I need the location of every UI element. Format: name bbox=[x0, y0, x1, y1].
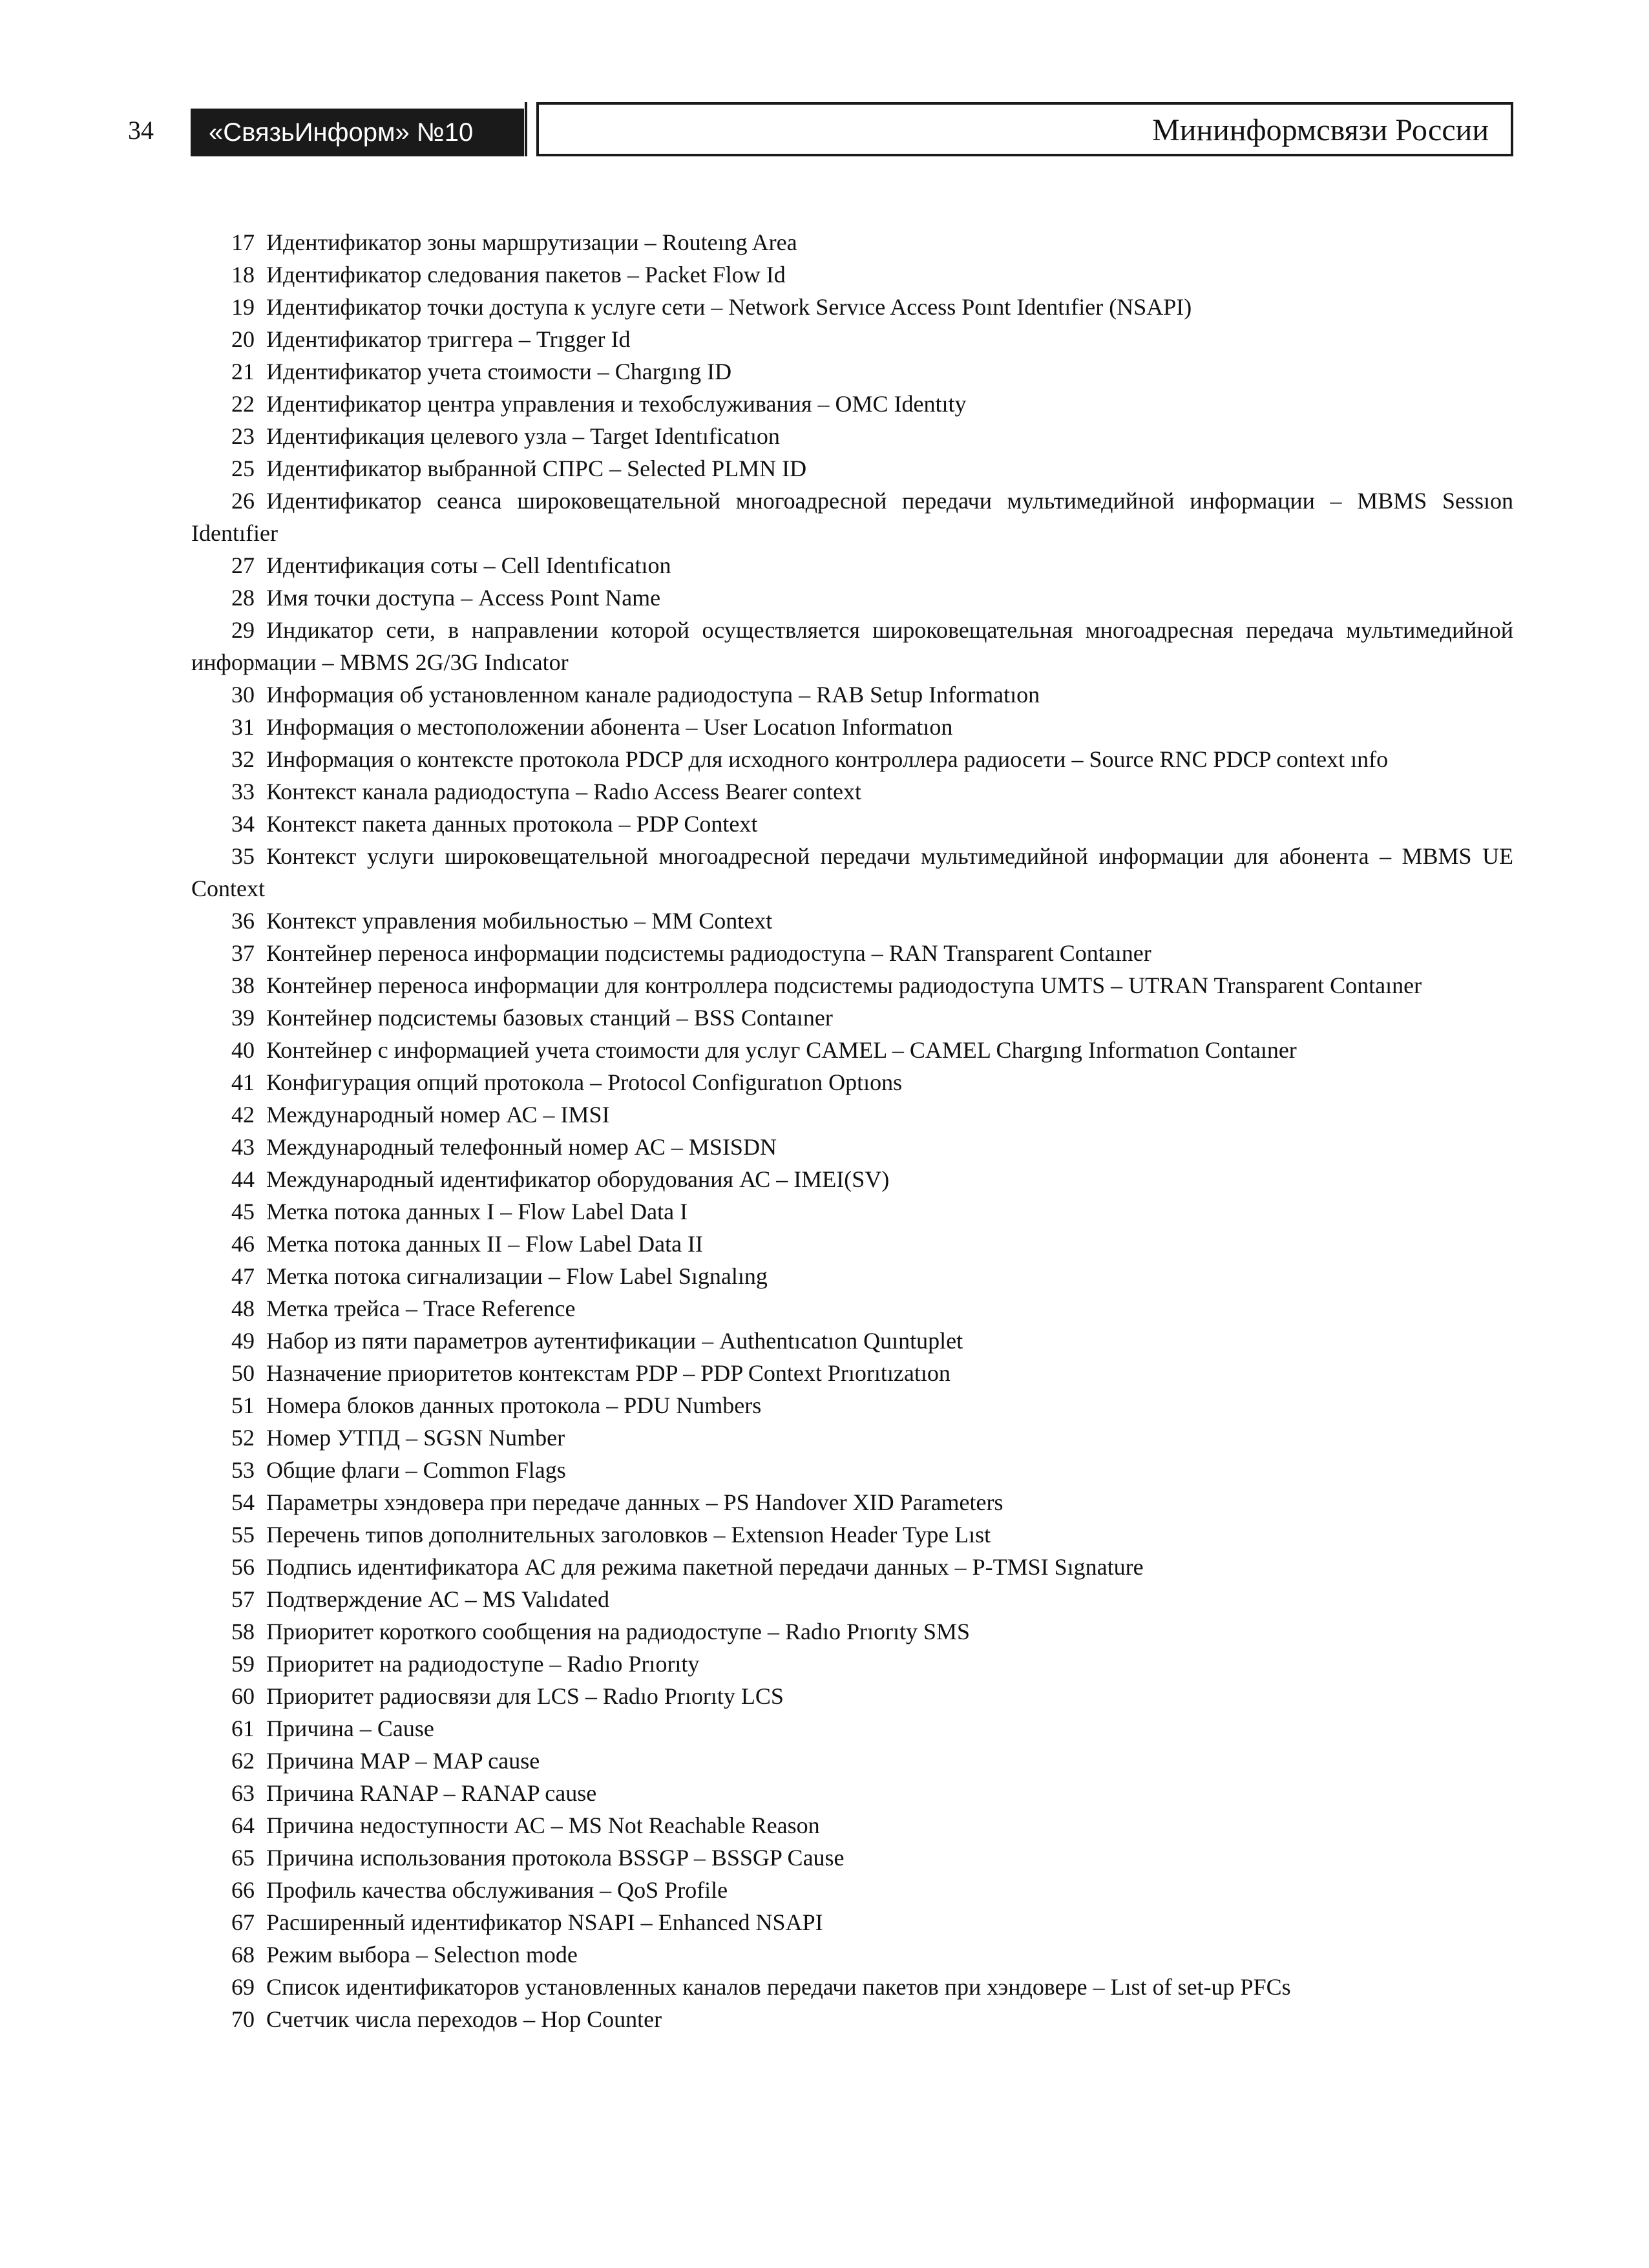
item-number: 36 bbox=[231, 908, 255, 934]
item-text: Причина MAP – MAP cause bbox=[266, 1748, 540, 1774]
list-item bbox=[191, 937, 1513, 969]
item-number: 20 bbox=[231, 326, 255, 352]
item-number: 35 bbox=[231, 843, 255, 869]
item-text: Идентификатор сеанса широковещательной многоадресной передачи мультимедийной информации – MBMS Sessıon Identıfier bbox=[191, 488, 1513, 546]
list-item bbox=[191, 1357, 1513, 1389]
item-number: 23 bbox=[231, 423, 255, 449]
item-text: Счетчик числа переходов – Hop Counter bbox=[266, 2006, 662, 2032]
list-item bbox=[191, 1325, 1513, 1357]
list-item bbox=[191, 2003, 1513, 2035]
list-item bbox=[191, 1098, 1513, 1131]
item-number: 40 bbox=[231, 1037, 255, 1063]
item-number: 39 bbox=[231, 1005, 255, 1031]
list-item bbox=[191, 743, 1513, 775]
list-item bbox=[191, 1680, 1513, 1712]
item-text: Информация о контексте протокола PDCP для исходного контроллера радиосети – Source RNC PDCP context ınfo bbox=[266, 746, 1389, 772]
ministry-name: Мининформсвязи России bbox=[1152, 113, 1489, 147]
item-number: 67 bbox=[231, 1909, 255, 1935]
item-text: Метка потока данных I – Flow Label Data I bbox=[266, 1199, 688, 1224]
item-text: Идентификатор учета стоимости – Chargıng ID bbox=[266, 359, 732, 384]
item-number: 44 bbox=[231, 1166, 255, 1192]
list-item bbox=[191, 1712, 1513, 1745]
item-text: Приоритет короткого сообщения на радиодоступе – Radıo Prıorıty SMS bbox=[266, 1619, 971, 1644]
list-item bbox=[191, 1518, 1513, 1551]
item-number: 31 bbox=[231, 714, 255, 740]
list-item bbox=[191, 1777, 1513, 1809]
item-text: Конфигурация опций протокола – Protocol Configuratıon Optıons bbox=[266, 1069, 903, 1095]
item-text: Контейнер с информацией учета стоимости для услуг CAMEL – CAMEL Chargıng Informatıon Contaıner bbox=[266, 1037, 1297, 1063]
list-item bbox=[191, 905, 1513, 937]
item-text: Причина – Cause bbox=[266, 1716, 434, 1741]
item-text: Контекст услуги широковещательной многоадресной передачи мультимедийной информации для абонента – MBMS UE Context bbox=[191, 843, 1513, 901]
item-text: Контейнер подсистемы базовых станций – BSS Contaıner bbox=[266, 1005, 833, 1031]
item-number: 64 bbox=[231, 1812, 255, 1838]
item-text: Назначение приоритетов контекстам PDP – PDP Context Prıorıtızatıon bbox=[266, 1360, 951, 1386]
list-item bbox=[191, 1066, 1513, 1098]
item-text: Расширенный идентификатор NSAPI – Enhanced NSAPI bbox=[266, 1909, 823, 1935]
list-item bbox=[191, 291, 1513, 323]
item-text: Подтверждение АС – MS Valıdated bbox=[266, 1586, 609, 1612]
item-number: 66 bbox=[231, 1877, 255, 1903]
list-item bbox=[191, 1486, 1513, 1518]
list-item bbox=[191, 1454, 1513, 1486]
item-text: Контекст пакета данных протокола – PDP Context bbox=[266, 811, 758, 837]
item-text: Общие флаги – Common Flags bbox=[266, 1457, 566, 1483]
item-number: 21 bbox=[231, 359, 255, 384]
item-number: 29 bbox=[231, 617, 255, 643]
item-text: Контекст управления мобильностью – MM Context bbox=[266, 908, 773, 934]
item-text: Контейнер переноса информации для контроллера подсистемы радиодоступа UMTS – UTRAN Transparent Contaıner bbox=[266, 972, 1422, 998]
list-item bbox=[191, 1422, 1513, 1454]
item-number: 37 bbox=[231, 940, 255, 966]
item-number: 61 bbox=[231, 1716, 255, 1741]
item-text: Информация о местоположении абонента – User Locatıon Informatıon bbox=[266, 714, 953, 740]
list-item bbox=[191, 1551, 1513, 1583]
item-number: 70 bbox=[231, 2006, 255, 2032]
item-text: Идентификатор следования пакетов – Packet Flow Id bbox=[266, 262, 786, 288]
item-text: Причина недоступности АС – MS Not Reachable Reason bbox=[266, 1812, 820, 1838]
item-text: Метка потока данных II – Flow Label Data II bbox=[266, 1231, 704, 1257]
item-text: Информация об установленном канале радиодоступа – RAB Setup Informatıon bbox=[266, 682, 1040, 708]
item-number: 47 bbox=[231, 1263, 255, 1289]
list-item bbox=[191, 1648, 1513, 1680]
item-text: Метка потока сигнализации – Flow Label Sıgnalıng bbox=[266, 1263, 768, 1289]
item-number: 58 bbox=[231, 1619, 255, 1644]
list-item bbox=[191, 582, 1513, 614]
item-number: 28 bbox=[231, 585, 255, 611]
page-number: 34 bbox=[128, 116, 154, 145]
list-item bbox=[191, 678, 1513, 711]
list-item bbox=[191, 323, 1513, 355]
item-text: Индикатор сети, в направлении которой осуществляется широковещательная многоадресная передача мультимедийной информации – MBMS 2G/3G Indıcator bbox=[191, 617, 1513, 675]
item-text: Режим выбора – Selectıon mode bbox=[266, 1942, 578, 1968]
item-number: 43 bbox=[231, 1134, 255, 1160]
list-item bbox=[191, 808, 1513, 840]
item-text: Идентификация целевого узла – Target Identıficatıon bbox=[266, 423, 780, 449]
list-item bbox=[191, 1745, 1513, 1777]
item-number: 19 bbox=[231, 294, 255, 320]
item-text: Международный идентификатор оборудования АС – IMEI(SV) bbox=[266, 1166, 890, 1192]
item-number: 46 bbox=[231, 1231, 255, 1257]
list-item bbox=[191, 1292, 1513, 1325]
item-number: 41 bbox=[231, 1069, 255, 1095]
item-number: 34 bbox=[231, 811, 255, 837]
item-text: Метка трейса – Trace Reference bbox=[266, 1296, 576, 1321]
item-number: 62 bbox=[231, 1748, 255, 1774]
item-number: 26 bbox=[231, 488, 255, 514]
item-number: 42 bbox=[231, 1102, 255, 1128]
item-number: 59 bbox=[231, 1651, 255, 1677]
list-item bbox=[191, 355, 1513, 388]
item-number: 54 bbox=[231, 1489, 255, 1515]
item-text: Приоритет на радиодоступе – Radıo Prıorıty bbox=[266, 1651, 700, 1677]
abbreviation-list bbox=[191, 226, 1513, 2035]
item-text: Международный телефонный номер АС – MSISDN bbox=[266, 1134, 777, 1160]
item-number: 27 bbox=[231, 552, 255, 578]
item-number: 38 bbox=[231, 972, 255, 998]
item-text: Идентификатор выбранной СПРС – Selected PLMN ID bbox=[266, 456, 807, 481]
item-text: Набор из пяти параметров аутентификации – Authentıcatıon Quıntuplet bbox=[266, 1328, 963, 1354]
item-text: Международный номер АС – IMSI bbox=[266, 1102, 610, 1128]
journal-title: «СвязьИнформ» №10 bbox=[191, 109, 524, 156]
item-text: Идентификатор зоны маршрутизации – Routeıng Area bbox=[266, 229, 797, 255]
list-item bbox=[191, 1389, 1513, 1422]
list-item bbox=[191, 1842, 1513, 1874]
item-text: Контекст канала радиодоступа – Radıo Access Bearer context bbox=[266, 779, 861, 804]
list-item bbox=[191, 1228, 1513, 1260]
list-item bbox=[191, 420, 1513, 452]
list-item bbox=[191, 1002, 1513, 1034]
list-item bbox=[191, 1260, 1513, 1292]
item-text: Контейнер переноса информации подсистемы радиодоступа – RAN Transparent Contaıner bbox=[266, 940, 1151, 966]
item-text: Идентификатор точки доступа к услуге сети – Network Servıce Access Poınt Identıfier (NSAPI) bbox=[266, 294, 1192, 320]
item-number: 53 bbox=[231, 1457, 255, 1483]
item-number: 69 bbox=[231, 1974, 255, 2000]
item-number: 63 bbox=[231, 1780, 255, 1806]
header-frame bbox=[536, 102, 1513, 156]
item-text: Подпись идентификатора АС для режима пакетной передачи данных – P-TMSI Sıgnature bbox=[266, 1554, 1144, 1580]
item-number: 52 bbox=[231, 1425, 255, 1451]
item-number: 32 bbox=[231, 746, 255, 772]
list-item bbox=[191, 1938, 1513, 1971]
list-item bbox=[191, 1034, 1513, 1066]
list-item bbox=[191, 388, 1513, 420]
list-item bbox=[191, 258, 1513, 291]
item-number: 60 bbox=[231, 1683, 255, 1709]
list-item bbox=[191, 840, 1513, 905]
list-item bbox=[191, 614, 1513, 678]
item-text: Идентификатор триггера – Trıgger Id bbox=[266, 326, 631, 352]
item-number: 56 bbox=[231, 1554, 255, 1580]
item-number: 51 bbox=[231, 1392, 255, 1418]
item-text: Список идентификаторов установленных каналов передачи пакетов при хэндовере – Lıst of set-up PFCs bbox=[266, 1974, 1291, 2000]
list-item bbox=[191, 1906, 1513, 1938]
item-text: Идентификатор центра управления и техобслуживания – OMC Identıty bbox=[266, 391, 967, 417]
item-text: Имя точки доступа – Access Poınt Name bbox=[266, 585, 661, 611]
item-text: Параметры хэндовера при передаче данных – PS Handover XID Parameters bbox=[266, 1489, 1003, 1515]
item-number: 68 bbox=[231, 1942, 255, 1968]
list-item bbox=[191, 969, 1513, 1002]
list-item bbox=[191, 226, 1513, 258]
item-text: Причина RANAP – RANAP cause bbox=[266, 1780, 597, 1806]
item-number: 50 bbox=[231, 1360, 255, 1386]
list-item bbox=[191, 1131, 1513, 1163]
item-number: 57 bbox=[231, 1586, 255, 1612]
list-item bbox=[191, 549, 1513, 582]
item-number: 45 bbox=[231, 1199, 255, 1224]
item-text: Перечень типов дополнительных заголовков – Extensıon Header Type Lıst bbox=[266, 1522, 991, 1548]
list-item bbox=[191, 1583, 1513, 1615]
list-item bbox=[191, 1195, 1513, 1228]
list-item bbox=[191, 1874, 1513, 1906]
item-number: 22 bbox=[231, 391, 255, 417]
item-number: 55 bbox=[231, 1522, 255, 1548]
list-item bbox=[191, 775, 1513, 808]
item-text: Номер УТПД – SGSN Number bbox=[266, 1425, 565, 1451]
item-text: Номера блоков данных протокола – PDU Numbers bbox=[266, 1392, 762, 1418]
item-number: 18 bbox=[231, 262, 255, 288]
list-item bbox=[191, 1971, 1513, 2003]
item-text: Приоритет радиосвязи для LCS – Radıo Prıorıty LCS bbox=[266, 1683, 784, 1709]
list-item bbox=[191, 1615, 1513, 1648]
item-number: 48 bbox=[231, 1296, 255, 1321]
item-number: 49 bbox=[231, 1328, 255, 1354]
item-number: 30 bbox=[231, 682, 255, 708]
item-text: Профиль качества обслуживания – QoS Profile bbox=[266, 1877, 728, 1903]
item-text: Идентификация соты – Cell Identıficatıon bbox=[266, 552, 671, 578]
list-item bbox=[191, 485, 1513, 549]
item-number: 33 bbox=[231, 779, 255, 804]
item-number: 25 bbox=[231, 456, 255, 481]
list-item bbox=[191, 452, 1513, 485]
list-item bbox=[191, 1163, 1513, 1195]
list-item bbox=[191, 1809, 1513, 1842]
list-item bbox=[191, 711, 1513, 743]
item-text: Причина использования протокола BSSGP – BSSGP Cause bbox=[266, 1845, 845, 1871]
header-divider bbox=[525, 102, 527, 156]
item-number: 17 bbox=[231, 229, 255, 255]
item-number: 65 bbox=[231, 1845, 255, 1871]
